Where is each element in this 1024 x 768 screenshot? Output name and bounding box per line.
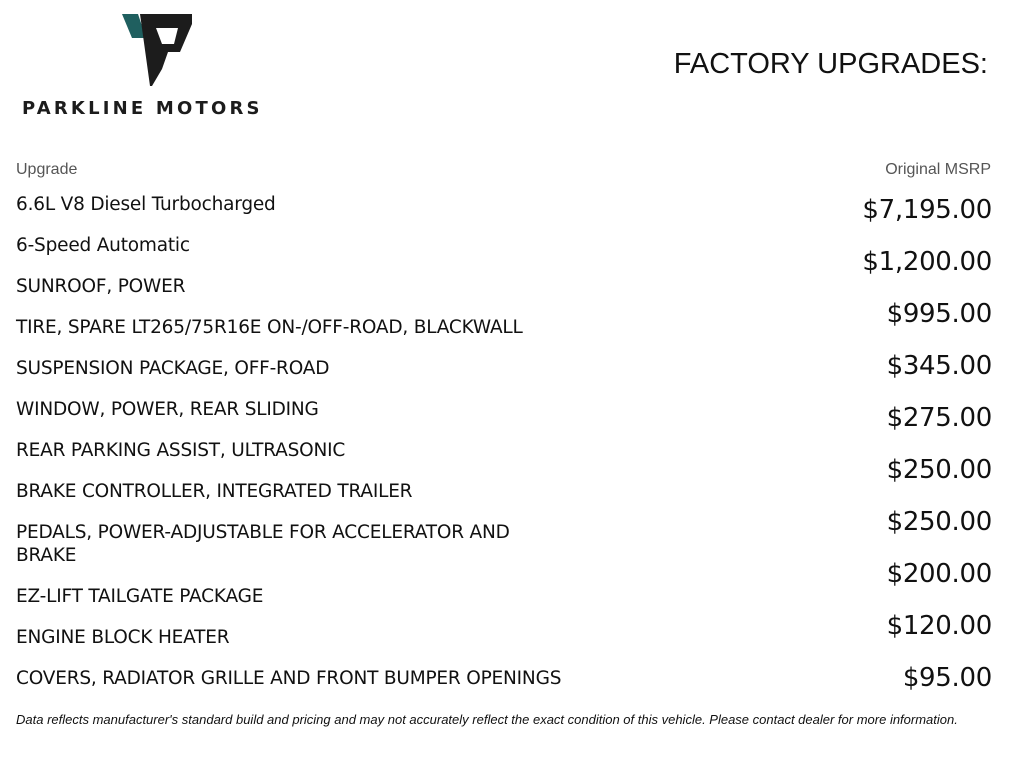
parkline-logo-mark xyxy=(122,14,192,86)
page-title: FACTORY UPGRADES: xyxy=(673,48,988,80)
price-list xyxy=(732,193,992,713)
column-header-msrp: Original MSRP xyxy=(885,161,991,178)
upgrade-name: REAR PARKING ASSIST, ULTRASONIC xyxy=(16,440,346,461)
upgrade-name: TIRE, SPARE LT265/75R16E ON-/OFF-ROAD, BLACKWALL xyxy=(16,317,523,338)
upgrade-name: 6-Speed Automatic xyxy=(16,235,190,256)
upgrade-name: 6.6L V8 Diesel Turbocharged xyxy=(16,194,276,215)
msrp-price: $250.00 xyxy=(886,507,992,537)
upgrade-name: ENGINE BLOCK HEATER xyxy=(16,627,230,648)
msrp-price: $345.00 xyxy=(886,351,992,381)
msrp-price: $1,200.00 xyxy=(862,247,992,277)
brand-logo xyxy=(20,14,300,124)
msrp-price: $120.00 xyxy=(886,611,992,641)
upgrade-name: WINDOW, POWER, REAR SLIDING xyxy=(16,399,319,420)
msrp-price: $275.00 xyxy=(886,403,992,433)
msrp-price: $7,195.00 xyxy=(862,195,992,225)
upgrade-name: SUSPENSION PACKAGE, OFF-ROAD xyxy=(16,358,330,379)
upgrade-name: SUNROOF, POWER xyxy=(16,276,186,297)
msrp-price: $995.00 xyxy=(886,299,992,329)
upgrade-name: BRAKE CONTROLLER, INTEGRATED TRAILER xyxy=(16,481,413,502)
upgrade-list xyxy=(16,193,576,708)
brand-name: PARKLINE MOTORS xyxy=(22,98,263,119)
upgrade-name: COVERS, RADIATOR GRILLE AND FRONT BUMPER OPENINGS xyxy=(16,668,562,689)
msrp-price: $250.00 xyxy=(886,455,992,485)
column-header-upgrade: Upgrade xyxy=(16,161,78,178)
msrp-price: $95.00 xyxy=(902,663,992,693)
msrp-price: $200.00 xyxy=(886,559,992,589)
upgrade-name: EZ-LIFT TAILGATE PACKAGE xyxy=(16,586,264,607)
upgrade-name: PEDALS, POWER-ADJUSTABLE FOR ACCELERATOR AND BRAKE xyxy=(16,522,510,566)
disclaimer-text: Data reflects manufacturer's standard build and pricing and may not accurately reflect the exact condition of this vehicle. Please contact dealer for more information. xyxy=(16,712,958,727)
